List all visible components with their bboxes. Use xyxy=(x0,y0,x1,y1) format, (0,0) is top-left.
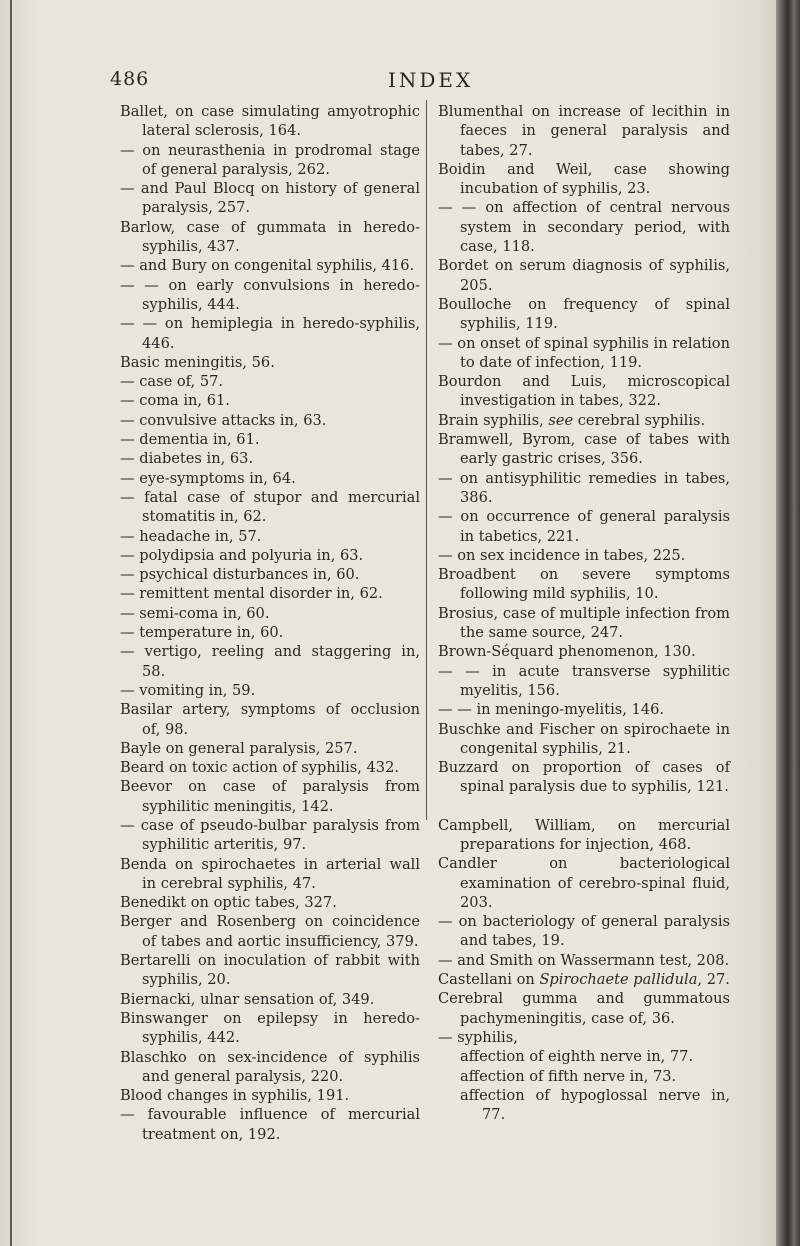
left-column xyxy=(120,102,420,1144)
index-entry: Benda on spirochaetes in arterial wall in cerebral syphilis, 47. xyxy=(120,855,420,892)
index-entry: — favourable influence of mercurial treatment on, 192. xyxy=(120,1106,420,1143)
index-entry: Barlow, case of gummata in heredo-syphilis, 437. xyxy=(120,218,420,256)
index-entry: Boulloche on frequency of spinal syphilis, 119. xyxy=(438,295,730,333)
index-entry: Beevor on case of paralysis from syphilitic meningitis, 142. xyxy=(120,778,420,815)
index-entry: — polydipsia and polyuria in, 63. xyxy=(120,546,364,564)
index-entry: — on antisyphilitic remedies in tabes, 386. xyxy=(438,469,730,506)
index-entry: — — in acute transverse syphilitic myelitis, 156. xyxy=(438,662,730,699)
index-entry: affection of fifth nerve in, 73. xyxy=(460,1067,677,1085)
index-entry: Biernacki, ulnar sensation of, 349. xyxy=(120,990,375,1008)
index-entry: — dementia in, 61. xyxy=(120,431,260,449)
index-entry: Brain syphilis, see cerebral syphilis. xyxy=(438,411,706,429)
index-entry: Cerebral gumma and gummatous pachymeningitis, case of, 36. xyxy=(438,990,730,1027)
index-entry: — eye-symptoms in, 64. xyxy=(120,469,296,487)
index-entry: — and Paul Blocq on history of general paralysis, 257. xyxy=(120,180,420,217)
index-entry: Blumenthal on increase of lecithin in faeces in general paralysis and tabes, 27. xyxy=(438,103,730,159)
index-entry: — — in meningo-myelitis, 146. xyxy=(438,701,665,719)
index-entry: Bramwell, Byrom, case of tabes with early gastric crises, 356. xyxy=(438,431,730,468)
index-entry: Brown-Séquard phenomenon, 130. xyxy=(438,643,696,661)
index-entry: — case of pseudo-bulbar paralysis from syphilitic arteritis, 97. xyxy=(120,816,420,854)
index-entry: Bordet on serum diagnosis of syphilis, 205. xyxy=(438,257,730,294)
index-entry: — and Bury on congenital syphilis, 416. xyxy=(120,257,415,275)
index-entry: — on sex incidence in tabes, 225. xyxy=(438,546,686,564)
index-entry: — convulsive attacks in, 63. xyxy=(120,411,327,429)
index-entry: — fatal case of stupor and mercurial stomatitis in, 62. xyxy=(120,488,420,526)
index-entry: Berger and Rosenberg on coincidence of tabes and aortic insufficiency, 379. xyxy=(120,913,420,950)
index-entry: Buzzard on proportion of cases of spinal paralysis due to syphilis, 121. xyxy=(438,759,730,796)
index-entry: Buschke and Fischer on spirochaete in congenital syphilis, 21. xyxy=(438,720,730,757)
index-entry: — on neurasthenia in prodromal stage of general paralysis, 262. xyxy=(120,141,420,178)
index-entry: — — on hemiplegia in heredo-syphilis, 446. xyxy=(120,315,420,352)
index-entry: Castellani on Spirochaete pallidula, 27. xyxy=(438,971,730,989)
index-entry: affection of hypoglossal nerve in, 77. xyxy=(460,1086,730,1124)
index-entry: — case of, 57. xyxy=(120,373,224,391)
index-entry: — on bacteriology of general paralysis and tabes, 19. xyxy=(438,913,730,950)
index-entry: — semi-coma in, 60. xyxy=(120,604,270,622)
index-entry: Basilar artery, symptoms of occlusion of, 98. xyxy=(120,701,420,738)
page-header xyxy=(110,68,730,98)
index-entry: Bourdon and Luis, microscopical investigation in tabes, 322. xyxy=(438,373,730,410)
index-entry: — — on early convulsions in heredo-syphilis, 444. xyxy=(120,276,420,313)
index-entry: Candler on bacteriological examination of cerebro-spinal fluid, 203. xyxy=(438,855,730,911)
index-entry: — on onset of spinal syphilis in relation to date of infection, 119. xyxy=(438,334,730,371)
index-entry: — on occurrence of general paralysis in tabetics, 221. xyxy=(438,508,730,545)
index-entry: — coma in, 61. xyxy=(120,392,230,410)
index-entry: — remittent mental disorder in, 62. xyxy=(120,585,383,603)
index-entry: Ballet, on case simulating amyotrophic lateral sclerosis, 164. xyxy=(120,103,420,140)
index-entry: Benedikt on optic tabes, 327. xyxy=(120,894,337,912)
index-entry: Binswanger on epilepsy in heredo-syphilis, 442. xyxy=(120,1009,420,1047)
index-entry: — temperature in, 60. xyxy=(120,624,284,642)
index-entry: — syphilis, xyxy=(438,1028,518,1046)
index-entry: Bayle on general paralysis, 257. xyxy=(120,739,358,757)
page-edge-shadow xyxy=(10,0,12,1246)
index-entry: Basic meningitis, 56. xyxy=(120,353,275,371)
index-entry: Blaschko on sex-incidence of syphilis and general paralysis, 220. xyxy=(120,1048,420,1085)
index-entry: affection of eighth nerve in, 77. xyxy=(460,1048,694,1066)
index-entry: Campbell, William, on mercurial preparations for injection, 468. xyxy=(438,816,730,853)
right-column xyxy=(438,102,730,1124)
index-entry: — psychical disturbances in, 60. xyxy=(120,566,360,584)
index-entry: — and Smith on Wassermann test, 208. xyxy=(438,951,730,969)
running-head: INDEX xyxy=(388,68,474,92)
index-entry: Bertarelli on inoculation of rabbit with syphilis, 20. xyxy=(120,952,420,989)
index-entry: Brosius, case of multiple infection from the same source, 247. xyxy=(438,604,730,642)
index-entry: — vertigo, reeling and staggering in, 58. xyxy=(120,643,420,680)
index-entry: Blood changes in syphilis, 191. xyxy=(120,1087,350,1105)
index-entry: — diabetes in, 63. xyxy=(120,450,254,468)
index-entry: — vomiting in, 59. xyxy=(120,681,256,699)
index-entry: Beard on toxic action of syphilis, 432. xyxy=(120,759,399,777)
column-divider xyxy=(426,100,427,820)
index-entry: Broadbent on severe symptoms following mild syphilis, 10. xyxy=(438,566,730,603)
page-number: 486 xyxy=(110,68,150,90)
entry-gap xyxy=(438,797,730,816)
index-entry: — — on affection of central nervous system in secondary period, with case, 118. xyxy=(438,199,730,256)
index-entry: Boidin and Weil, case showing incubation of syphilis, 23. xyxy=(438,160,730,198)
index-entry: — headache in, 57. xyxy=(120,527,262,545)
book-binding-edge xyxy=(776,0,800,1246)
